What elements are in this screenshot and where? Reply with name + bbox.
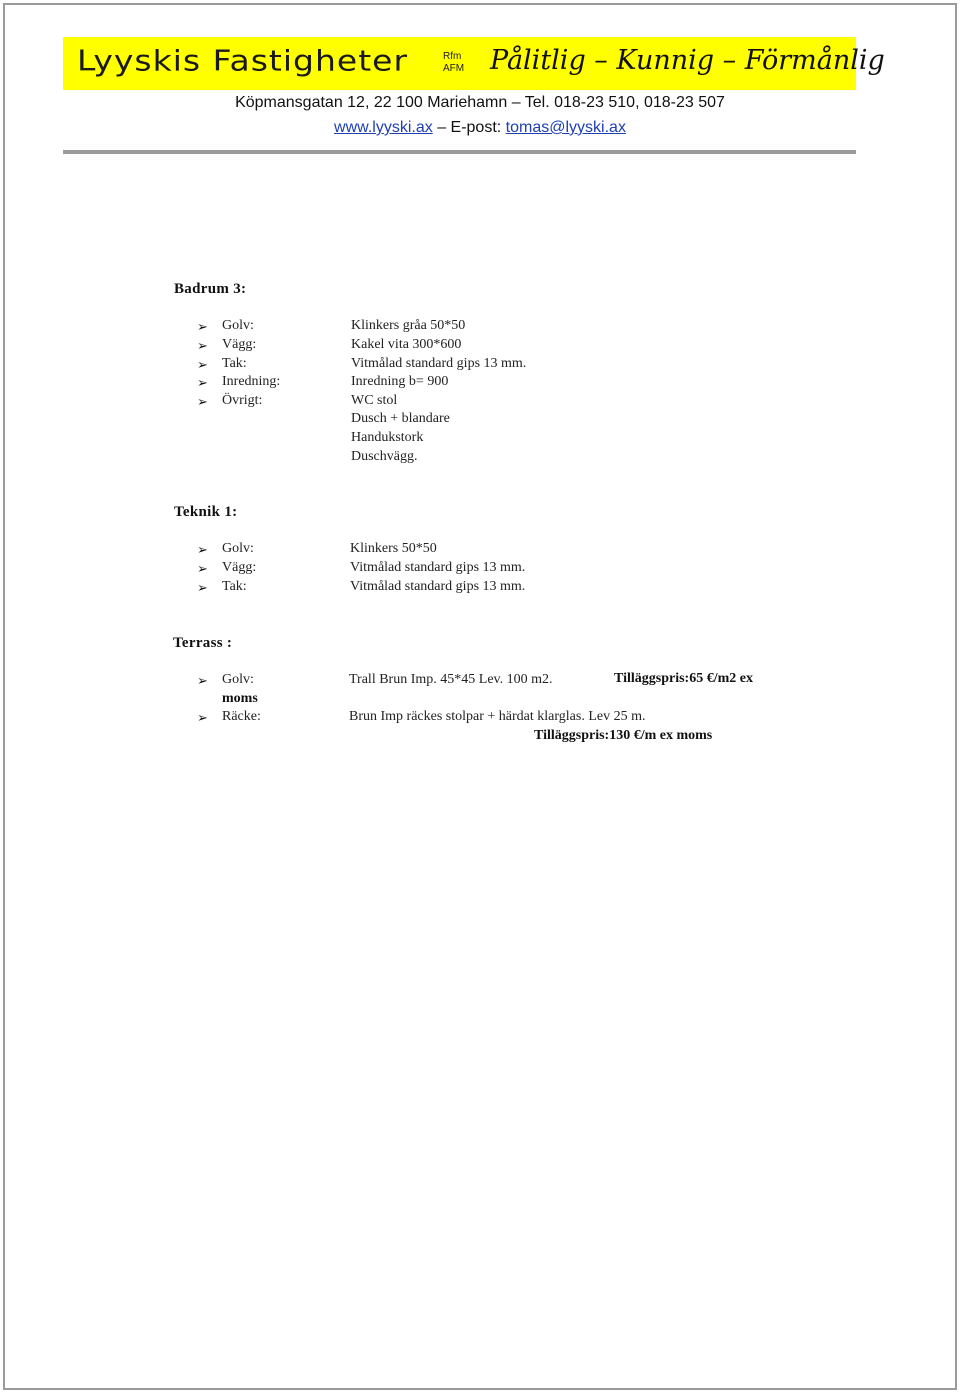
bullet-icon: ➢	[197, 542, 208, 557]
teknik-vagg-label: Vägg:	[222, 560, 257, 575]
teknik-tak-value: Vitmålad standard gips 13 mm.	[350, 579, 526, 594]
badrum-ovrigt-extra: Handukstork	[351, 430, 424, 445]
section-title-badrum: Badrum 3:	[174, 281, 247, 297]
bullet-icon: ➢	[197, 580, 208, 595]
section-title-terrass: Terrass :	[173, 635, 233, 651]
terrass-golv-label: Golv:	[222, 672, 254, 687]
terrass-racke-value: Brun Imp räckes stolpar + härdat klarglas. Lev 25 m.	[349, 709, 646, 724]
header-divider	[63, 150, 856, 154]
company-address: Köpmansgatan 12, 22 100 Mariehamn – Tel. 018-23 510, 018-23 507	[235, 94, 725, 111]
badrum-tak-value: Vitmålad standard gips 13 mm.	[351, 356, 527, 371]
logo-badge	[443, 51, 464, 75]
section-title-teknik: Teknik 1:	[174, 504, 238, 520]
contact-line	[0, 119, 960, 137]
email-link[interactable]: tomas@lyyski.ax	[505, 119, 626, 136]
page-frame	[3, 3, 957, 1390]
teknik-tak-label: Tak:	[222, 579, 247, 594]
bullet-icon: ➢	[197, 357, 208, 372]
bullet-icon: ➢	[197, 319, 208, 334]
bullet-icon: ➢	[197, 673, 208, 688]
badrum-ovrigt-value: WC stol	[351, 393, 398, 408]
badrum-inredning-value: Inredning b= 900	[351, 374, 449, 389]
logo-badge-rfm: Rfm	[443, 51, 462, 62]
bullet-icon: ➢	[197, 375, 208, 390]
badrum-golv-label: Golv:	[222, 318, 254, 333]
email-label: – E-post:	[437, 119, 502, 136]
website-link[interactable]: www.lyyski.ax	[334, 119, 433, 136]
teknik-golv-value: Klinkers 50*50	[350, 541, 437, 556]
bullet-icon: ➢	[197, 338, 208, 353]
company-logo: Lyyskis Fastigheter	[77, 44, 409, 78]
teknik-vagg-value: Vitmålad standard gips 13 mm.	[350, 560, 526, 575]
terrass-golv-value: Trall Brun Imp. 45*45 Lev. 100 m2.	[349, 672, 553, 687]
badrum-inredning-label: Inredning:	[222, 374, 281, 389]
bullet-icon: ➢	[197, 394, 208, 409]
bullet-icon: ➢	[197, 561, 208, 576]
slogan: Pålitlig – Kunnig – Förmånlig	[490, 45, 885, 76]
terrass-racke-price: Tilläggspris:130 €/m ex moms	[534, 728, 713, 743]
badrum-vagg-value: Kakel vita 300*600	[351, 337, 462, 352]
badrum-ovrigt-label: Övrigt:	[222, 393, 263, 408]
bullet-icon: ➢	[197, 710, 208, 725]
badrum-vagg-label: Vägg:	[222, 337, 257, 352]
logo-badge-afm: AFM	[443, 63, 465, 74]
terrass-racke-label: Räcke:	[222, 709, 261, 724]
badrum-ovrigt-extra: Duschvägg.	[351, 449, 418, 464]
teknik-golv-label: Golv:	[222, 541, 254, 556]
terrass-golv-price-cont: moms	[222, 691, 258, 706]
badrum-ovrigt-extra: Dusch + blandare	[351, 411, 450, 426]
terrass-golv-price: Tilläggspris:65 €/m2 ex	[614, 671, 753, 686]
badrum-golv-value: Klinkers gråa 50*50	[351, 318, 466, 333]
badrum-tak-label: Tak:	[222, 356, 247, 371]
header-banner	[63, 37, 885, 90]
